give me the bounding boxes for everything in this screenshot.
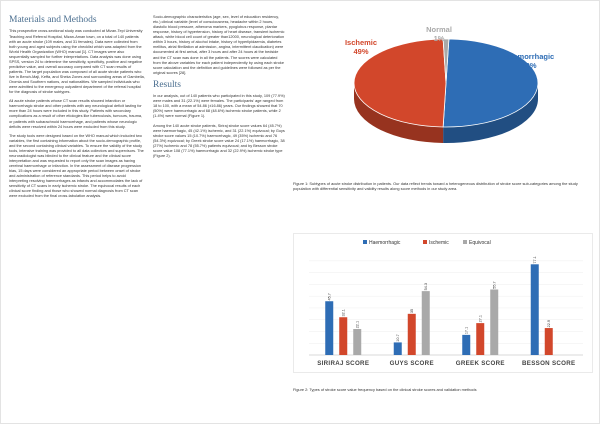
figure-1-pie-chart [321,21,571,156]
bar-data-label: 54.3 [424,283,429,291]
legend-swatch-ischemic [423,240,427,244]
pie-value-ischemic: 49% [353,47,369,56]
bar-haemorrhagic [462,335,470,355]
pie-label-ischemic: Ischemic [344,38,378,47]
bar-data-label: 27.1 [478,315,483,323]
bar-data-label: 32.1 [341,309,346,317]
bar-haemorrhagic [394,342,402,355]
bar-data-label: 17.1 [464,326,469,335]
bar-haemorrhagic [531,264,539,355]
bar-data-label: 22.9 [547,319,552,328]
methods-paragraph-2: All acute stroke patients whose CT scan results showed infarction or haemorrhagic stroke and other patients with any neurological deficit lasting for more than 24 hours were included in this study. Patients with secondary complications as a result of other etiologies like tuberculosis, tumours, trauma, or patients with subarachnoid haemorrhage, and patients whose neurologic deficits were resolved within 24 hours were excluded from this study. [9,99,144,129]
category-label: GUYS SCORE [389,360,434,367]
figure-2-bar-chart [293,233,593,373]
variables-paragraph: Socio-demographic characteristics (age, sex, level of education residency, etc.) clinical variable (level of consciousness, headache within 2 hours, diastolic blood pressure, atheroma markers, pyoglobus response, plantar response, history of hypertension, history of heart disease, transient ischemic attack, white blood cell count of greater than12000, neurological deterioration within 3 hours, history of alcohol intake, history of hyperlipidaemia, diabetes mellitus, atrial fibrillation at admission, angina, intermittent claudication) were documented at first arrival, after 3 hours and after 24 hours at the bedside and the CT scan was done in all the patients. The scores were calculated from the above variables for each patient independently by using each stroke score calculation and the definition and guidelines were followed as per the original scores [28]. [153,15,286,75]
bar-data-label: 45.7 [327,293,332,301]
bar-ischemic [339,317,347,355]
bar-data-label: 77.1 [533,256,538,264]
bar-data-label: 22.1 [355,320,360,329]
methods-paragraph-3: The study tools were designed based on the WHO manual which included two variables, the first containing information about the socio-demographic profile, and the second containing clinical variables. To ensure the validity of the study tools, intensive training was provided to all data collectors and supervisors. The neuroradiologist was blinded to the clinical feature and the clinical score interpretation and was requested to report only the scan images as having cerebral haemorrhage or infarction. In the assessment of disease progression bias, 15 days were considered an appropriate period between onset of stroke and administration of reference standards. This period helps to avoid interpreting resolving haemorrhages as infarcts and accommodates the lack of sensitivity of CT scans in early ischemic stroke. The equivocal results of each clinical score finding and those who showed normal diagnosis from CT scan were excluded from the final cross-tabulation analysis. [9,133,145,199]
bar-data-label: 35 [410,308,415,314]
bar-ischemic [476,323,484,355]
category-label: SIRIRAJ SCORE [317,360,370,367]
bar-equivocal [490,289,498,355]
pie-label-haemorrhagic: Haemorrhagic [503,52,555,61]
pie-value-haemorrhagic: 50% [521,61,537,70]
bar-ischemic [545,328,553,355]
legend-swatch-equivocal [463,240,467,244]
middle-column [153,15,285,163]
category-label: BESSON SCORE [522,360,576,367]
results-paragraph-1: In our analysis, out of 140 patients who participated in this study, 109 (77.9%) were males and 31 (22.1%) were females. The participants' age ranged from 18 to 100, with a mean of 54.86 (±16.86) years. Our findings showed that 70 (50%) were haemorrhagic and 68 (48.6%) ischemic stroke patients, while 2 (1.4%) were normal (Figure 1). [153,94,286,119]
figure-1-caption: Figure 1: Subtypes of acute stroke distribution in patients. Our data reflect trends toward a heterogeneous distribution of stroke score sub-categories among the study population with differential sensitivity and validity results along score methods in our study area. [293,181,578,192]
pie-value-normal: 1% [433,34,445,43]
results-heading: Results [153,79,181,90]
figure-2-caption: Figure 2: Types of stroke score value frequency based on the clinical stroke scores and validation methods [293,387,477,392]
methods-paragraph-1: This prospective cross-sectional study was conducted at Mizan-Tepi University Teaching and Referral Hospital, Mizan-Aman town, on a total of 140 patients with an acute stroke (109 males, and 31 females). Data were collected from both young and aged subjects using the checklist which was adapted from the World Health Organization (WHO) manual [1]. CT images were also sequentially sampled for further interpretations. Data analysis was done using SPSS, version 24 to determine the sensitivity, specificity, positive and negative predictive value, and overall accuracy compared with CT scan results of patients. The target population was composed of all acute stroke patients who live in Bench-Maji, Keffa, and Sheka Zones and surrounding areas of Gambella, Oromia and Southern nations, and nationalities. We sampled individuals who were admitted to the emergency outpatient department of the referral hospital for the diagnosis of stroke subtypes. [9,29,146,95]
bar-haemorrhagic [325,301,333,355]
pie-label-normal: Normal [426,25,452,34]
bar-equivocal [422,291,430,355]
legend-label-haemorrhagic: Haemorrhagic [369,240,401,246]
legend-label-equivocal: Equivocal [469,240,491,246]
bar-equivocal [353,329,361,355]
bar-data-label: 10.7 [396,334,401,342]
category-label: GREEK SCORE [455,360,505,367]
bar-ischemic [408,314,416,355]
results-paragraph-2: Among the 140 acute stroke patients, Siriraj stroke score values 64 (45.7%) were haemorrhagic, 45 (42.1%) ischemic, and 31 (22.1%) equivocal; by Guys stroke score values 15 (10.7%) haemorrhagic, 49 (35%) ischemic and 76 (54.3%) equivocal; by Greek stroke score value 24 (17.1%) haemorrhagic, 38 (27%) ischemic and 78 (55.7%) patients equivocal; and by Besson stroke score value 108 (77.1%) haemorrhagic and 32 (22.9%) ischemic stroke type (Figure 2). [153,123,286,158]
legend-label-ischemic: Ischemic [429,240,449,246]
methods-heading: Materials and Methods [9,15,97,25]
bar-data-label: 55.7 [492,281,497,289]
left-column [9,15,145,203]
legend-swatch-haemorrhagic [363,240,367,244]
